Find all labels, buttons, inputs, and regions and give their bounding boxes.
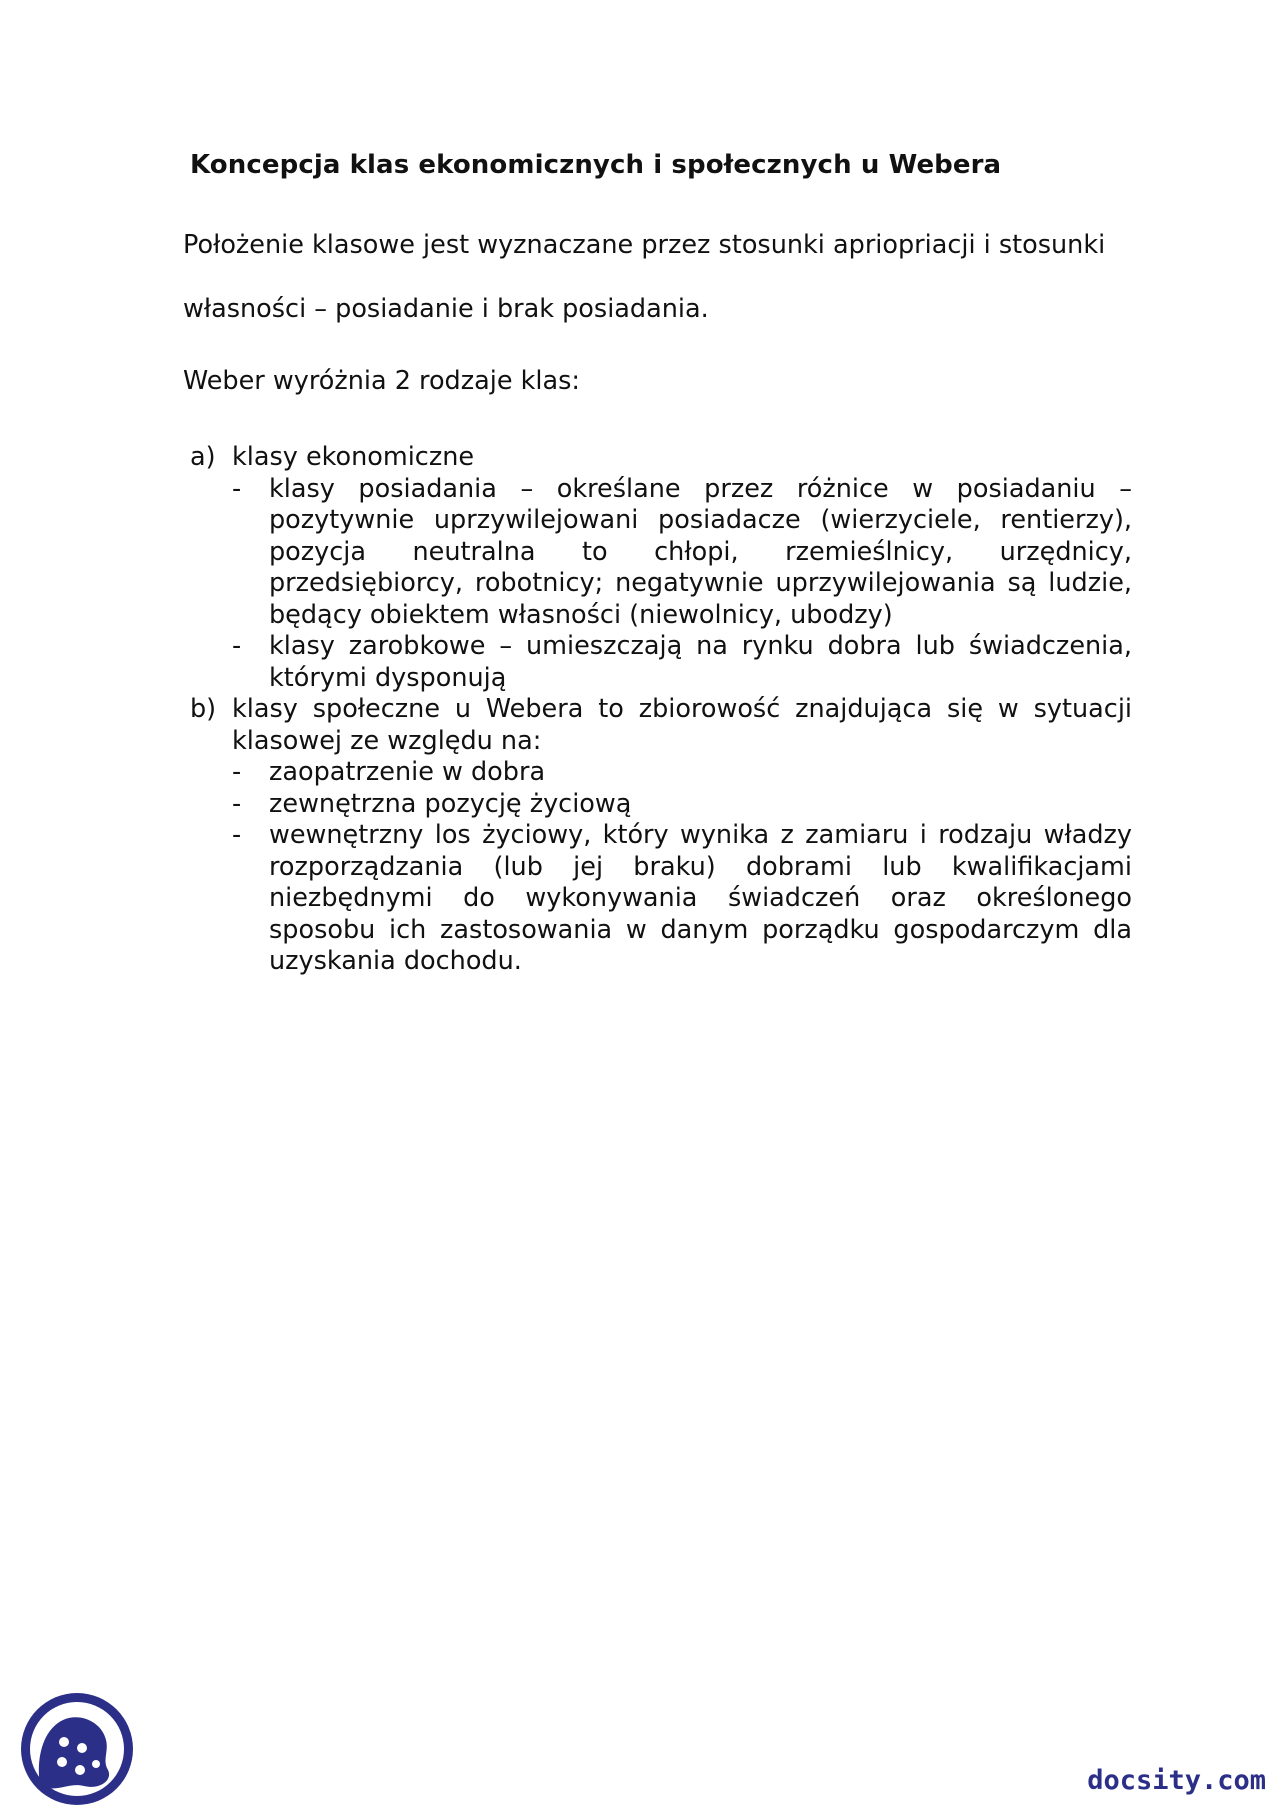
sublist-item <box>232 631 1132 694</box>
list-item-text: klasy ekonomiczne <box>232 442 475 472</box>
sublist-item <box>232 757 1132 789</box>
docsity-brand-text[interactable]: docsity.com <box>1087 1765 1266 1796</box>
sublist-item-text: zewnętrzna pozycję życiową <box>269 788 632 819</box>
sublist-item-text: wewnętrzny los życiowy, który wynika z zamiaru i rodzaju władzy rozporządzania (lub jej braku) dobrami lub kwalifikacjami niezbędnymi do wykonywania świadczeń oraz określonego sposobu ich zastosowania w danym porządku gospodarczym dla uzyskania dochodu. <box>269 820 1132 976</box>
sublist-item-text: klasy zarobkowe – umieszczają na rynku dobra lub świadczenia, którymi dysponują <box>269 631 1132 693</box>
dash-marker: - <box>232 788 242 819</box>
docsity-logo-icon[interactable] <box>18 1690 136 1808</box>
sublist-item-text: zaopatrzenie w dobra <box>269 757 546 787</box>
sublist-item <box>232 474 1132 632</box>
list-item-a <box>190 442 1132 694</box>
sublist-item <box>232 789 1132 821</box>
list-item-text: klasy społeczne u Webera to zbiorowość znajdująca się w sytuacji klasowej ze względu na: <box>232 694 1132 756</box>
sublist-b <box>232 757 1132 978</box>
paragraph-1: Położenie klasowe jest wyznaczane przez stosunki apriopriacji i stosunki <box>183 230 1106 260</box>
list-marker: a) <box>190 442 216 472</box>
dash-marker: - <box>232 473 242 504</box>
list-marker: b) <box>190 694 217 724</box>
document-title: Koncepcja klas ekonomicznych i społecznych u Webera <box>190 150 1002 180</box>
sublist-item <box>232 820 1132 978</box>
dash-marker: - <box>232 757 242 787</box>
paragraph-3: Weber wyróżnia 2 rodzaje klas: <box>183 366 580 396</box>
class-types-list <box>190 442 1132 978</box>
dash-marker: - <box>232 820 242 850</box>
sublist-a <box>232 474 1132 695</box>
dash-marker: - <box>232 631 242 661</box>
paragraph-2: własności – posiadanie i brak posiadania. <box>183 294 709 324</box>
list-item-b <box>190 694 1132 978</box>
sublist-item-text: klasy posiadania – określane przez różnice w posiadaniu – pozytywnie uprzywilejowani posiadacze (wierzyciele, rentierzy), pozycja neutralna to chłopi, rzemieślnicy, urzędnicy, przedsiębiorcy, robotnicy; negatywnie uprzywilejowania są ludzie, będący obiektem własności (niewolnicy, ubodzy) <box>269 473 1132 630</box>
